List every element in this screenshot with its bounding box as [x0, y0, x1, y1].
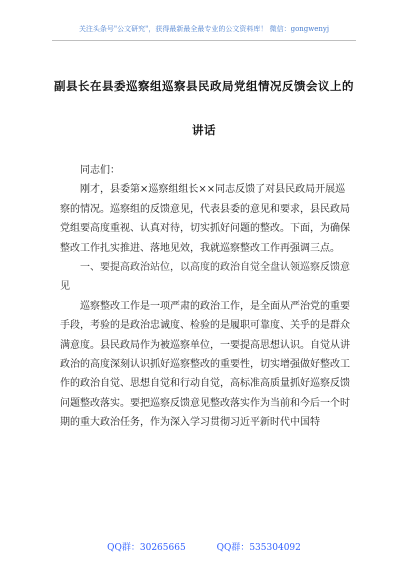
page-footer	[0, 540, 408, 553]
salutation: 同志们：	[80, 165, 120, 176]
document-title-line-2: 讲话	[192, 123, 216, 137]
paragraph-section-1: 巡察整改工作是一项严肃的政治工作，是全面从严治党的重要手段，考验的是政治忠诚度、检验的是履职可靠度、关乎的是群众满意度。县民政局作为被巡察单位，一要提高思想认识。自觉从讲政治的高度深刻认识抓好巡察整改的重要性，切实增强做好整改工作的政治自觉、思想自觉和行动自觉，高标准高质量抓好巡察反馈问题整改落实。要把巡察反馈意见整改落实作为当前和今后一个时期的重大政治任务，作为深入学习贯彻习近平新时代中国特	[60, 300, 350, 429]
section-heading-1: 一、要提高政治站位，以高度的政治自觉全盘认领巡察反馈意见	[60, 262, 350, 293]
page-header-banner: 关注头条号"公文研究"，获得最新最全最专业的公文资料库！ 微信：gongwenyj	[78, 25, 330, 33]
header-divider	[52, 40, 356, 41]
document-title-line-1: 副县长在县委巡察组巡察县民政局党组情况反馈会议上的	[54, 79, 354, 93]
paragraph-intro: 刚才，县委第×巡察组组长××同志反馈了对县民政局开展巡察的情况。巡察组的反馈意见，代表县委的意见和要求，县民政局党组要高度重视、认真对待，切实抓好问题的整改。下面，为确保整改工作扎实推进、落地见效，我就巡察整改工作再强调三点。	[60, 184, 350, 254]
document-body	[60, 161, 352, 433]
footer-qq-group-1: QQ群：30265665	[107, 543, 186, 553]
footer-qq-group-2: QQ群：535304092	[216, 543, 301, 553]
